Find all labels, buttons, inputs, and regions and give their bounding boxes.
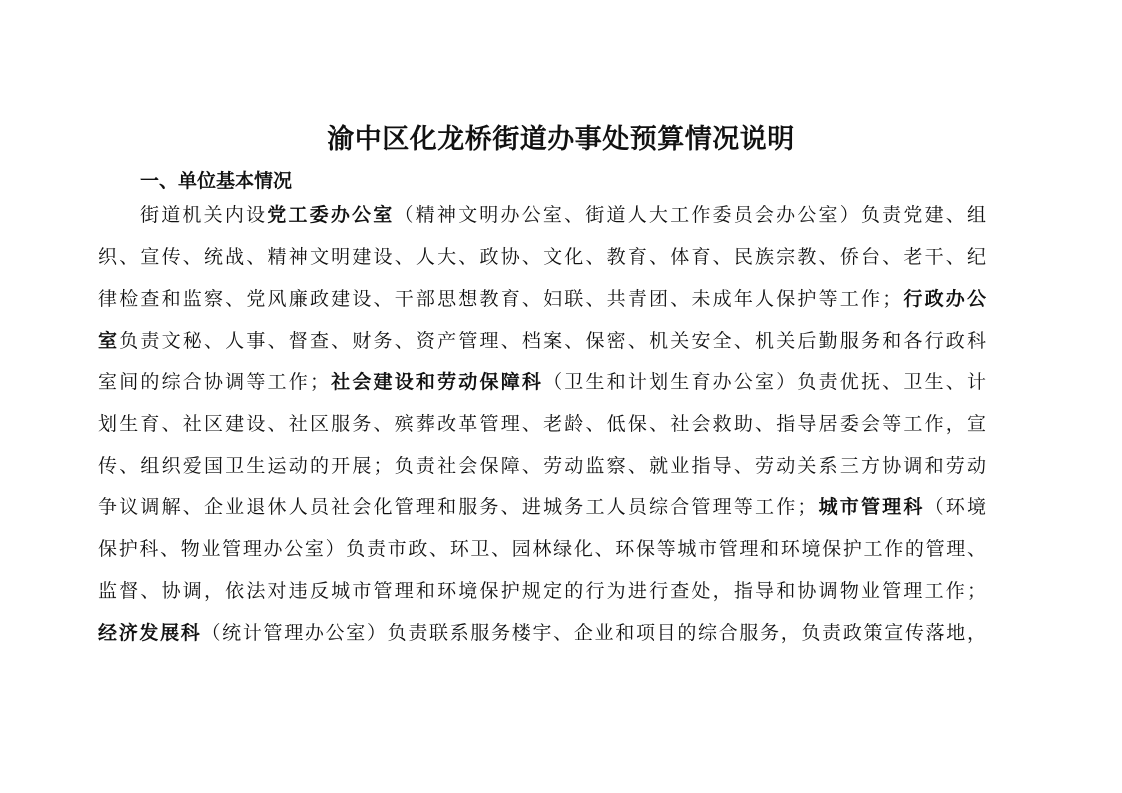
paragraph-line [98,576,986,606]
document-title: 渝中区化龙桥街道办事处预算情况说明 [327,124,795,155]
text-run: 争议调解、企业退休人员社会化管理和服务、进城务工人员综合管理等工作； [98,496,817,518]
department-name: 经济发展科 [98,622,202,644]
text-run: （环境 [924,496,986,518]
paragraph-line [98,409,986,439]
paragraph-line [98,367,986,397]
section-heading: 一、单位基本情况 [140,170,293,192]
paragraph-line [98,534,986,564]
text-run: （卫生和计划生育办公室）负责优抚、卫生、计 [543,371,986,393]
text-run: 划生育、社区建设、社区服务、殡葬改革管理、老龄、低保、社会救助、指导居委会等工作，宣 [98,413,986,435]
text-run: （统计管理办公室）负责联系服务楼宇、企业和项目的综合服务，负责政策宣传落地， [201,622,986,644]
department-name: 城市管理科 [816,496,925,518]
text-run: 街道机关内设 [140,204,268,226]
text-run: 传、组织爱国卫生运动的开展；负责社会保障、劳动监察、就业指导、劳动关系三方协调和劳动 [98,455,986,477]
paragraph-line [98,451,986,481]
paragraph-line [140,200,986,230]
text-run: 律检查和监察、党风廉政建设、干部思想教育、妇联、共青团、未成年人保护等工作； [98,288,902,310]
text-run: （精神文明办公室、街道人大工作委员会办公室）负责党建、组 [394,204,986,226]
department-name: 行政办公 [901,288,986,310]
paragraph-line [98,284,986,314]
text-run: 织、宣传、统战、精神文明建设、人大、政协、文化、教育、体育、民族宗教、侨台、老干、纪 [98,246,986,268]
text-run: 保护科、物业管理办公室）负责市政、环卫、园林绿化、环保等城市管理和环境保护工作的管理、 [98,538,986,560]
paragraph-line [98,492,986,522]
department-name: 室 [98,330,120,352]
text-run: 负责文秘、人事、督查、财务、资产管理、档案、保密、机关安全、机关后勤服务和各行政科 [119,330,986,352]
paragraph-line [98,326,986,356]
text-run: 监督、协调，依法对违反城市管理和环境保护规定的行为进行查处，指导和协调物业管理工作； [98,580,986,602]
text-run: 室间的综合协调等工作； [98,371,329,393]
department-name: 社会建设和劳动保障科 [328,371,544,393]
paragraph-line [98,618,986,648]
department-name: 党工委办公室 [267,204,395,226]
paragraph-line [98,242,986,272]
